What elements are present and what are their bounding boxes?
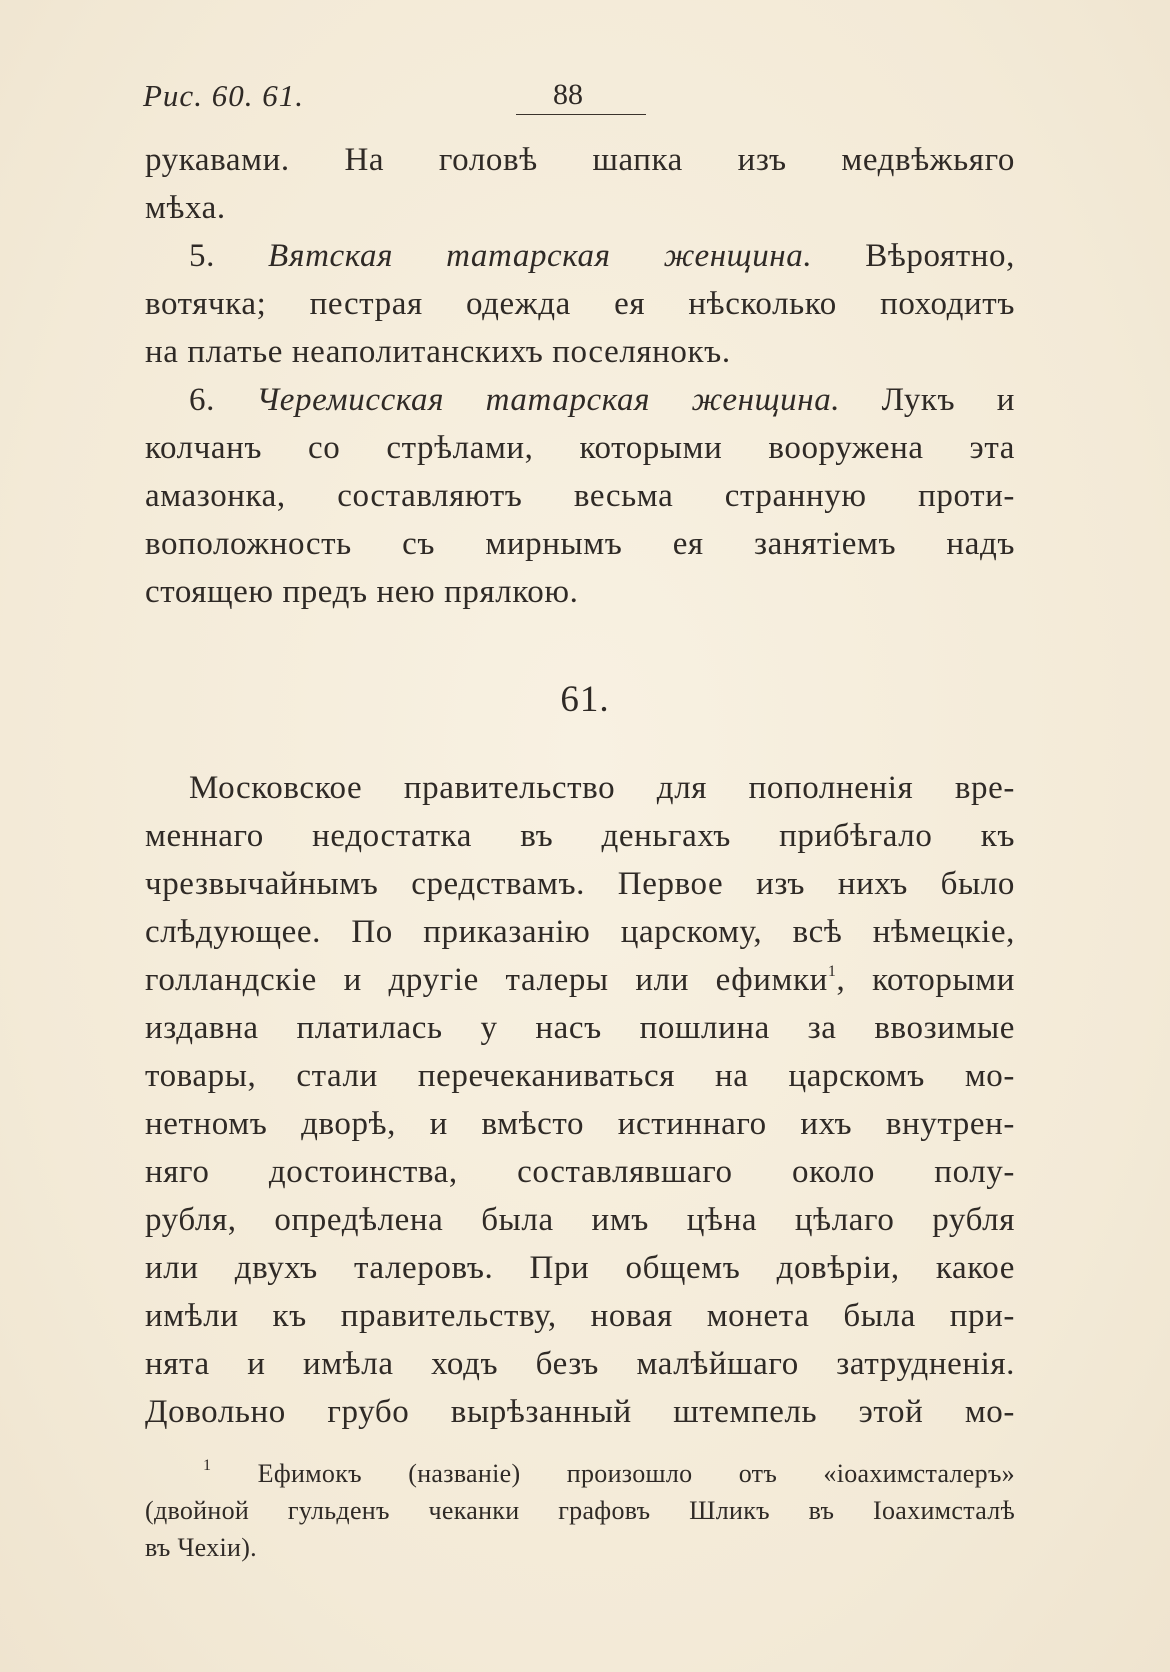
text-line: нетномъ дворѣ, и вмѣсто истиннаго ихъ внутрен- xyxy=(145,1106,1015,1142)
text-line: нята и имѣла ходъ безъ малѣйшаго затрудненія. xyxy=(145,1346,1015,1382)
text-line: стоящею предъ нею прялкою. xyxy=(145,574,579,610)
text-line: няго достоинства, составлявшаго около полу- xyxy=(145,1154,1015,1190)
section-number: 61. xyxy=(560,679,610,720)
text-line: рубля, опредѣлена была имъ цѣна цѣлаго рубля xyxy=(145,1202,1015,1238)
text-line: рукавами. На головѣ шапка изъ медвѣжьяго xyxy=(145,142,1015,178)
item-6-heading-line xyxy=(145,376,1015,424)
page-header xyxy=(143,70,1015,122)
item-5-title: Вятская татарская женщина. xyxy=(268,238,813,274)
text-line: амазонка, составляютъ весьма странную проти- xyxy=(145,478,1015,514)
text-line: вотячка; пестрая одежда ея нѣсколько походитъ xyxy=(145,286,1015,322)
footnote-ref-line xyxy=(145,956,1015,1004)
item-6-title: Черемисская татарская женщина. xyxy=(256,382,841,418)
text-line: или двухъ талеровъ. При общемъ довѣріи, какое xyxy=(145,1250,1015,1286)
footnote-marker: 1 xyxy=(827,963,837,980)
page-number: 88 xyxy=(553,78,583,111)
section-61-body xyxy=(145,764,1015,1436)
text-line: меннаго недостатка въ деньгахъ прибѣгало къ xyxy=(145,818,1015,854)
text-line: Московское правительство для пополненія вре- xyxy=(189,770,1015,806)
footnote-line: (двойной гульденъ чеканки графовъ Шликъ въ Іоахимсталѣ xyxy=(145,1496,1015,1525)
text-line: Довольно грубо вырѣзанный штемпель этой мо- xyxy=(145,1394,1015,1430)
item-5-number: 5. xyxy=(189,238,268,274)
top-text-block xyxy=(145,136,1015,616)
footnote-first-line xyxy=(145,1455,1015,1492)
text-line: слѣдующее. По приказанію царскому, всѣ нѣмецкіе, xyxy=(145,914,1015,950)
footnote xyxy=(145,1455,1015,1566)
text-line: воположность съ мирнымъ ея занятіемъ надъ xyxy=(145,526,1015,562)
text-segment: голландскіе и другіе талеры или ефимки xyxy=(145,962,828,998)
item-6-number: 6. xyxy=(189,382,257,418)
text-line: имѣли къ правительству, новая монета была при- xyxy=(145,1298,1015,1334)
item-5-heading-line xyxy=(145,232,1015,280)
text-line: издавна платилась у насъ пошлина за ввозимые xyxy=(145,1010,1015,1046)
text-line: мѣха. xyxy=(145,190,226,226)
item-5-text: Вѣроятно, xyxy=(812,238,1015,274)
item-6-text: Лукъ и xyxy=(840,382,1015,418)
header-rule xyxy=(516,114,646,115)
text-segment: , которыми xyxy=(836,962,1015,998)
text-line: колчанъ со стрѣлами, которыми вооружена эта xyxy=(145,430,1015,466)
footnote-text: Ефимокъ (названіе) произошло отъ «іоахимсталеръ» xyxy=(211,1459,1015,1488)
figure-reference: Рис. 60. 61. xyxy=(143,78,304,113)
text-line: на платье неаполитанскихъ поселянокъ. xyxy=(145,334,731,370)
text-line: чрезвычайнымъ средствамъ. Первое изъ нихъ было xyxy=(145,866,1015,902)
footnote-marker: 1 xyxy=(203,1457,212,1475)
text-line: товары, стали перечеканиваться на царскомъ мо- xyxy=(145,1058,1015,1094)
footnote-line: въ Чехіи). xyxy=(145,1533,257,1562)
